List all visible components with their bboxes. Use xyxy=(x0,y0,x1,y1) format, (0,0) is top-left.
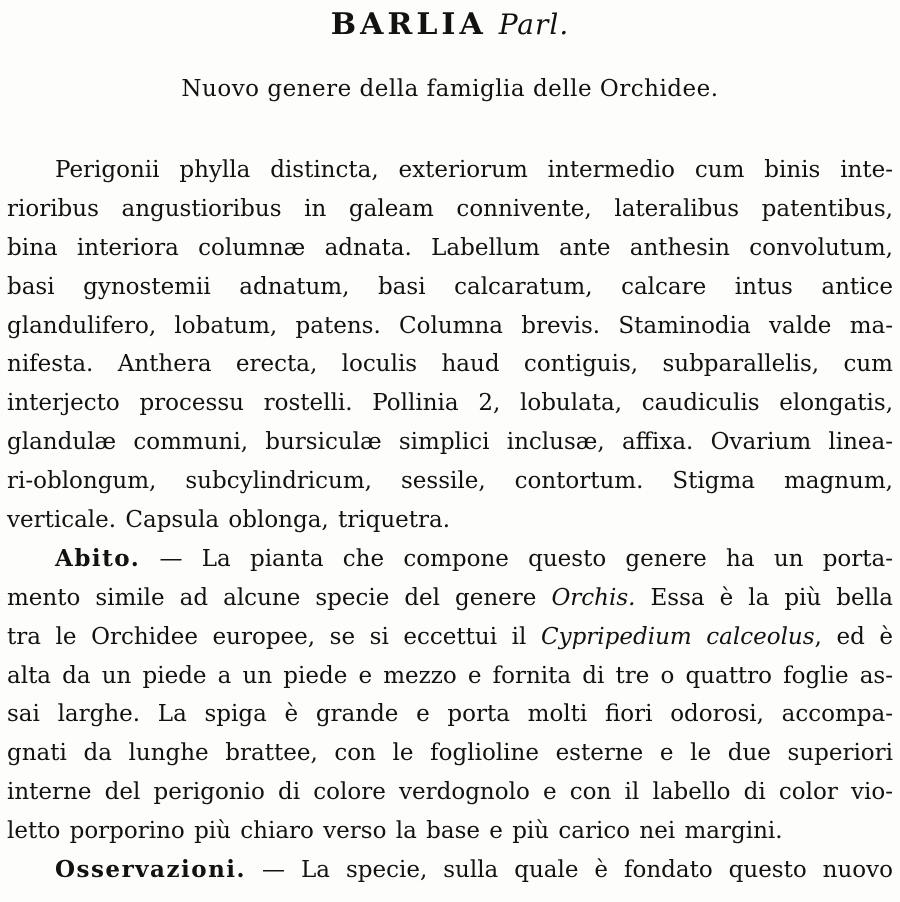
text-segment-italic: Orchis. xyxy=(551,584,636,611)
text-line xyxy=(7,345,893,384)
text-line xyxy=(7,384,893,423)
text-segment-bold: Osservazioni. xyxy=(55,856,247,884)
text-segment-regular: mento simile ad alcune specie del genere xyxy=(7,584,552,611)
text-line xyxy=(7,268,893,307)
text-line xyxy=(7,501,893,540)
text-segment-regular: ri-oblongum, subcylindricum, sessile, contortum. Stigma magnum, xyxy=(7,468,893,495)
text-segment-regular: verticale. Capsula oblonga, triquetra. xyxy=(7,507,451,534)
text-segment-regular: glandulifero, lobatum, patens. Columna brevis. Staminodia valde ma- xyxy=(7,312,893,339)
text-line xyxy=(7,812,893,851)
text-line xyxy=(7,618,893,657)
text-line xyxy=(7,734,893,773)
text-line xyxy=(7,540,893,579)
page-title xyxy=(7,0,893,42)
text-segment-regular: — La pianta che compone questo genere ha un porta- xyxy=(140,545,893,572)
text-segment-regular: tra le Orchidee europee, se si eccettui il xyxy=(7,623,541,650)
text-line xyxy=(7,579,893,618)
text-segment-regular: Perigonii phylla distincta, exteriorum intermedio cum binis inte- xyxy=(55,157,893,183)
text-segment-regular: glandulæ communi, bursiculæ simplici inclusæ, affixa. Ovarium linea- xyxy=(7,429,893,456)
text-segment-regular: alta da un piede a un piede e mezzo e fornita di tre o quattro foglie as- xyxy=(7,662,893,689)
text-segment-regular: Essa è la più bella xyxy=(635,584,893,611)
text-segment-regular: basi gynostemii adnatum, basi calcaratum, calcare intus antice xyxy=(7,273,893,300)
text-line xyxy=(7,307,893,346)
text-line xyxy=(7,190,893,229)
text-line xyxy=(7,151,893,190)
text-line xyxy=(7,657,893,696)
title-genus-name: BARLIA xyxy=(330,7,487,42)
body-text xyxy=(7,151,893,890)
text-line xyxy=(7,695,893,734)
text-segment-regular: , ed è xyxy=(814,623,893,650)
text-segment-regular: — La specie, sulla quale è fondato questo nuovo xyxy=(246,857,893,884)
paragraph-latin-diagnosis xyxy=(7,151,893,540)
text-line xyxy=(7,851,893,890)
text-segment-bold: Abito. xyxy=(55,544,141,572)
title-author-abbreviation: Parl. xyxy=(498,8,570,41)
text-line xyxy=(7,423,893,462)
text-line xyxy=(7,229,893,268)
text-segment-regular: letto porporino più chiaro verso la base e più carico nei margini. xyxy=(7,818,783,845)
text-segment-regular: gnati da lunghe brattee, con le foglioline esterne e le due superiori xyxy=(7,740,893,767)
text-segment-regular: sai larghe. La spiga è grande e porta molti fiori odorosi, accompa- xyxy=(7,701,893,728)
paragraph-osservazioni xyxy=(7,851,893,890)
text-segment-regular: interjecto processu rostelli. Pollinia 2, lobulata, caudiculis elongatis, xyxy=(7,390,893,417)
paragraph-abito xyxy=(7,540,893,851)
text-line xyxy=(7,773,893,812)
text-line xyxy=(7,462,893,501)
text-segment-regular: bina interiora columnæ adnata. Labellum ante anthesin convolutum, xyxy=(7,234,893,261)
text-segment-italic: Cypripedium calceolus xyxy=(540,623,815,650)
text-segment-regular: nifesta. Anthera erecta, loculis haud contiguis, subparallelis, cum xyxy=(7,351,893,378)
text-segment-regular: rioribus angustioribus in galeam connivente, lateralibus patentibus, xyxy=(7,195,893,222)
page-subtitle: Nuovo genere della famiglia delle Orchidee. xyxy=(181,76,719,102)
text-segment-regular: interne del perigonio di colore verdognolo e con il labello di color vio- xyxy=(7,779,893,806)
